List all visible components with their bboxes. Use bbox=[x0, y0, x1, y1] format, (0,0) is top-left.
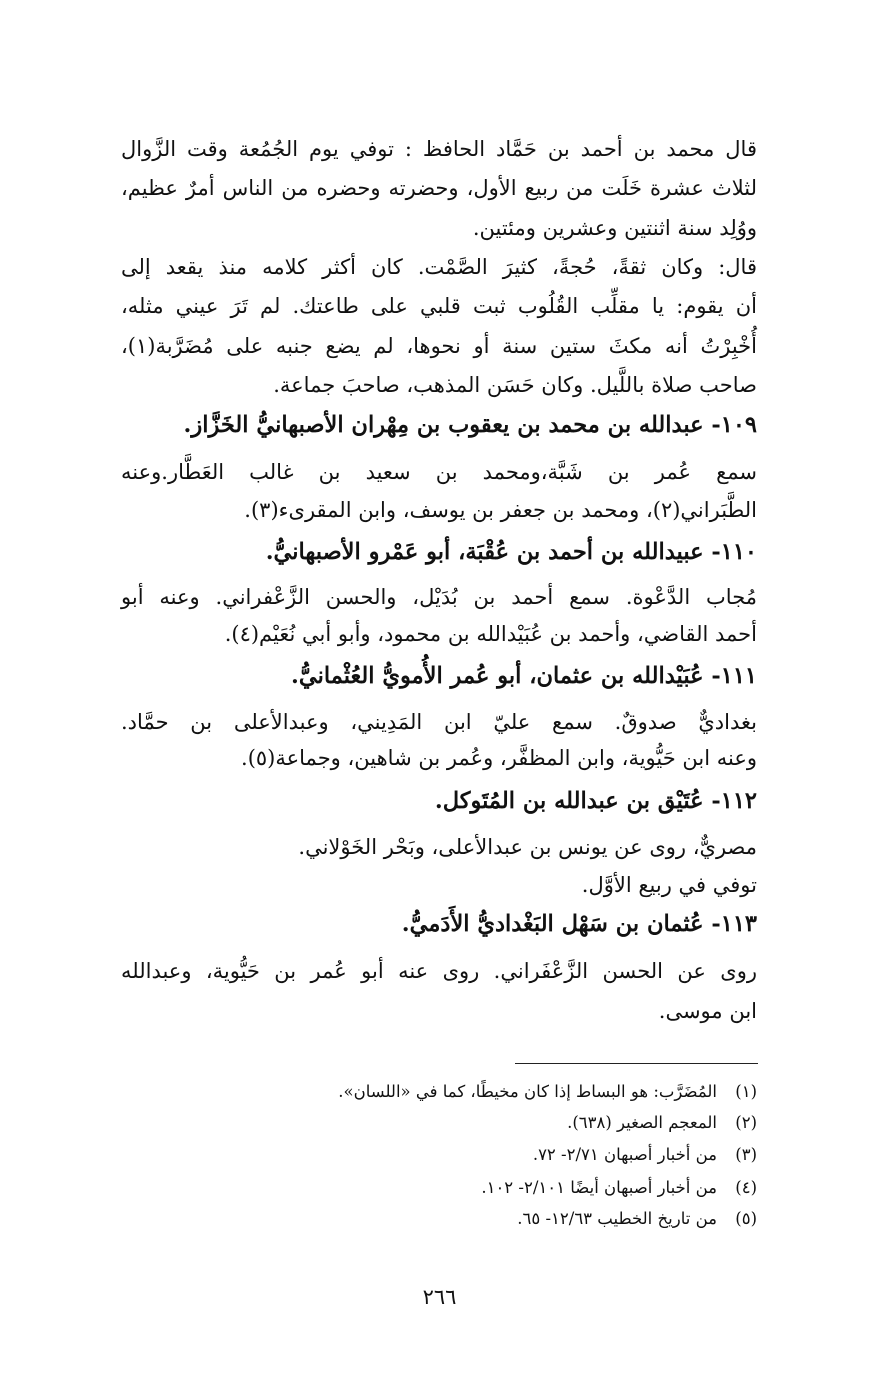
body-line: قال: وكان ثقةً، حُجةً، كثيرَ الصَّمْت. كان أكثر كلامه منذ يقعد إلى bbox=[121, 255, 757, 279]
footnote-divider bbox=[515, 1063, 758, 1064]
footnote-3 bbox=[121, 1143, 757, 1167]
body-line: صاحب صلاة باللَّيل. وكان حَسَن المذهب، صاحبَ جماعة. bbox=[273, 373, 757, 397]
body-line: ابن موسى. bbox=[658, 999, 757, 1023]
body-line: الطَّبَراني(٢)، ومحمد بن جعفر بن يوسف، وابن المقرىء(٣). bbox=[244, 498, 757, 522]
body-line: مصريٌّ، روى عن يونس بن عبدالأعلى، وبَحْر الخَوْلاني. bbox=[298, 835, 757, 859]
footnote-text: المعجم الصغير (٦٣٨). bbox=[567, 1113, 717, 1132]
footnote-2 bbox=[121, 1111, 757, 1135]
footnote-5 bbox=[121, 1207, 757, 1231]
footnote-1 bbox=[121, 1080, 757, 1104]
footnote-text: من أخبار أصبهان أيضًا ٢/١٠١- ١٠٢. bbox=[481, 1178, 717, 1197]
footnote-text: من أخبار أصبهان ٢/٧١- ٧٢. bbox=[532, 1145, 717, 1164]
footnote-text: من تاريخ الخطيب ١٢/٦٣- ٦٥. bbox=[517, 1209, 717, 1228]
body-line: لثلاث عشرة خَلَت من ربيع الأول، وحضرته وحضره من الناس أمرٌ عظيم، bbox=[121, 176, 757, 200]
entry-heading-109: ١٠٩- عبدالله بن محمد بن يعقوب بن مِهْران الأصبهانيُّ الخَزَّاز. bbox=[183, 412, 757, 438]
body-line: توفي في ربيع الأوَّل. bbox=[581, 873, 757, 897]
footnote-number: (١) bbox=[735, 1082, 757, 1101]
entry-heading-110: ١١٠- عبيدالله بن أحمد بن عُقْبَة، أبو عَمْرو الأصبهانيُّ. bbox=[265, 539, 757, 565]
page-number: ٢٦٦ bbox=[422, 1285, 457, 1309]
footnote-number: (٤) bbox=[735, 1178, 757, 1197]
entry-heading-113: ١١٣- عُثمان بن سَهْل البَغْداديُّ الأَدَميُّ. bbox=[401, 911, 757, 937]
body-line: أن يقوم: يا مقلِّب القُلُوب ثبت قلبي على طاعتك. لم تَرَ عيني مثله، bbox=[121, 294, 757, 318]
body-line: وعنه ابن حَيُّوية، وابن المظفَّر، وعُمر بن شاهين، وجماعة(٥). bbox=[241, 746, 757, 770]
footnote-number: (٥) bbox=[735, 1209, 757, 1228]
body-line: أحمد القاضي، وأحمد بن عُبَيْدالله بن محمود، وأبو أبي نُعَيْم(٤). bbox=[224, 622, 757, 646]
footnote-text: المُضَرَّب: هو البساط إذا كان مخيطًا، كما في «اللسان». bbox=[338, 1082, 717, 1101]
entry-heading-111: ١١١- عُبَيْدالله بن عثمان، أبو عُمر الأُمويُّ العُثْمانيُّ. bbox=[291, 663, 757, 689]
footnote-number: (٢) bbox=[735, 1113, 757, 1132]
body-line: أُخْبِرْتُ أنه مكثَ ستين سنة أو نحوها، لم يضع جنبه على مُضَرَّبة(١)، bbox=[121, 334, 757, 358]
body-line: روى عن الحسن الزَّعْفَراني. روى عنه أبو عُمر بن حَيُّوية، وعبدالله bbox=[121, 959, 757, 983]
footnote-number: (٣) bbox=[735, 1145, 757, 1164]
body-line: ووُلِد سنة اثنتين وعشرين ومئتين. bbox=[472, 216, 757, 240]
body-line: مُجاب الدَّعْوة. سمع أحمد بن بُدَيْل، والحسن الزَّعْفراني. وعنه أبو bbox=[121, 585, 757, 609]
body-line: سمع عُمر بن شَبَّة،ومحمد بن سعيد بن غالب العَطَّار.وعنه bbox=[121, 460, 757, 484]
body-line: قال محمد بن أحمد بن حَمَّاد الحافظ : توفي يوم الجُمُعة وقت الزَّوال bbox=[121, 137, 757, 161]
body-line: بغداديٌّ صدوقٌ. سمع عليّ ابن المَدِيني، وعبدالأعلى بن حمَّاد. bbox=[121, 710, 757, 734]
entry-heading-112: ١١٢- عُتَيْق بن عبدالله بن المُتَوكل. bbox=[434, 788, 757, 814]
footnote-4 bbox=[121, 1176, 757, 1200]
